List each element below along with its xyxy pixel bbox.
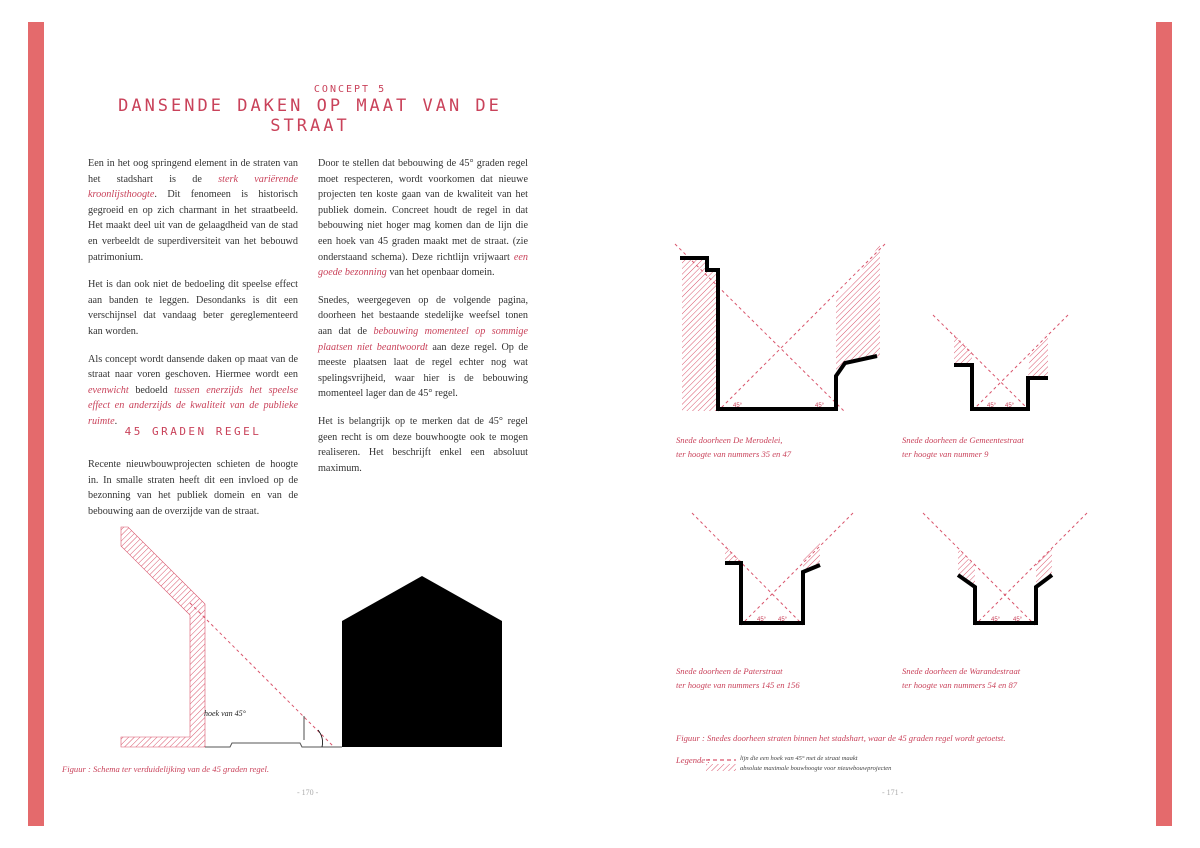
angle-arc [318,730,322,747]
left-figure-caption: Figuur : Schema ter verduidelijking van de 45 graden regel. [62,764,269,774]
svg-text:45°: 45° [1013,617,1023,623]
svg-text:45°: 45° [778,617,788,623]
legend-label: Legende : [676,755,711,765]
page-number-left: - 170 - [297,788,319,797]
section-merodelei [675,244,885,411]
paragraph-rule: Door te stellen dat bebouwing de 45° graden regel moet respecteren, wordt voorkomen dat nieuwe projecten ten koste gaan van de kwaliteit van het publiek domein. Concreet houdt de regel in dat bebouwing niet hoger mag komen dan de lijn die een hoek van 45 graden maakt met de straat. (zie onderstaand schema). Deze richtlijn vrijwaart een goede bezonning van het openbaar domein. [318,158,528,279]
paragraph-intro: Een in het oog springend element in de straten van het stadshart is de sterk variërende kroonlijsthoogte. Dit fenomeen is historisch gegroeid en op zich charmant in het straatbeeld. Het maakt deel uit van de gelaagdheid van de stad en verbeeldt de superdiversiteit van het bebouwd patrimonium. [88,158,298,263]
principle-diagram [121,527,502,747]
paragraph-rule-intro: Recente nieuwbouwprojecten schieten de hoogte in. In smalle straten heeft dit een invloed op de bezonning van het publiek domein en van de bebouwing aan de overzijde van de straat. [88,459,298,517]
paragraph-intention: Het is dan ook niet de bedoeling dit speelse effect aan banden te leggen. Desondanks is dit een verschijnsel dat vandaag beter gereglementeerd kan worden. [88,279,298,337]
paragraph-concept: Als concept wordt dansende daken op maat van de straat naar voren geschoven. Hiermee wordt een evenwicht bedoeld tussen enerzijds het speelse effect en anderzijds de kwaliteit van de publieke ruimte. [88,353,298,427]
section-warandestraat [923,513,1087,625]
svg-text:45°: 45° [733,403,743,409]
concept-label: CONCEPT 5 [313,84,387,95]
svg-text:45°: 45° [757,617,767,623]
caption-section-3: Snede doorheen de Paterstraat ter hoogte van nummers 145 en 156 [676,666,800,690]
street-line [205,743,342,747]
legend-line-desc: lijn die een hoek van 45° met de straat maakt [740,755,858,762]
caption-section-1: Snede doorheen De Merodelei, ter hoogte van nummers 35 en 47 [676,435,792,459]
page-title: DANSENDE DAKEN OP MAAT VAN DE STRAAT [118,96,502,136]
caption-section-4: Snede doorheen de Warandestraat ter hoogte van nummers 54 en 87 [902,666,1021,690]
rule-45-line [190,603,334,747]
svg-text:45°: 45° [815,403,825,409]
building-silhouette [342,576,502,747]
angle-label: hoek van 45° [204,709,246,718]
section-paterstraat [692,513,853,625]
legend-hatch-symbol [706,764,736,771]
svg-text:45°: 45° [987,403,997,409]
page-number-right: - 171 - [882,788,904,797]
svg-text:45°: 45° [1005,403,1015,409]
svg-text:45°: 45° [991,617,1001,623]
paragraph-sections: Snedes, weergegeven op de volgende pagina, doorheen het bestaande stedelijke weefsel tonen aan dat de bebouwing momenteel op sommige plaatsen niet beantwoordt aan deze regel. Op de meeste plaatsen laat de regel echter nog wat spelingsvrijheid, waar hier is de bebouwing momenteel lager dan de 45° regel. [318,294,529,400]
caption-section-2: Snede doorheen de Gemeentestraat ter hoogte van nummer 9 [902,435,1024,459]
section-gemeentestraat [933,315,1068,411]
paragraph-maximum: Het is belangrijk op te merken dat de 45° regel geen recht is om deze bouwhoogte ook te mogen realiseren. Het beschrijft enkel een absoluut maximum. [318,415,528,474]
right-figure-caption: Figuur : Snedes doorheen straten binnen het stadshart, waar de 45 graden regel wordt getoetst. [676,733,1006,743]
hatched-envelope [121,527,205,747]
section-heading: 45 GRADEN REGEL [124,425,262,438]
legend-hatch-desc: absolute maximale bouwhoogte voor nieuwbouwprojecten [740,765,892,772]
